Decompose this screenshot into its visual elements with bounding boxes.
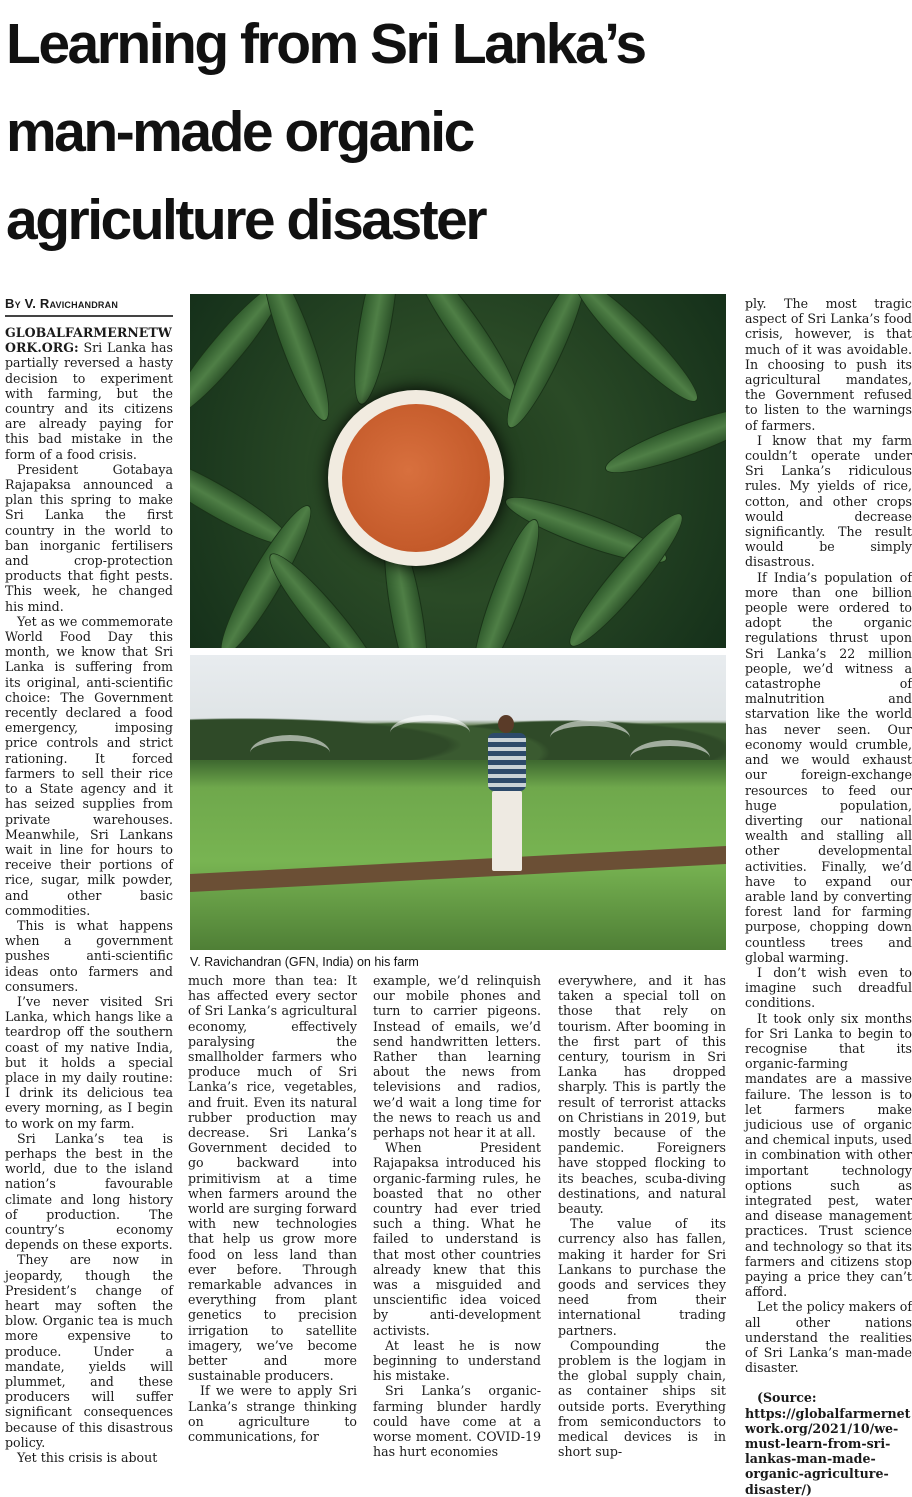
paragraph: Sri Lanka’s organic-farming blunder hardly could have come at a worse moment. COVID-19 has hurt economies <box>373 1383 541 1460</box>
paragraph: Yet as we commemorate World Food Day this month, we know that Sri Lanka is suffering from its original, anti-scientific choice: The Government recently declared a food emergency, imposing price controls and strict rationing. It forced farmers to sell their rice to a State agency and it has seized supplies from private warehouses. Meanwhile, Sri Lankans wait in line for hours to receive their portions of rice, sugar, milk powder, and other basic commodities. <box>5 613 173 918</box>
paragraph: I don’t wish even to imagine such dreadful conditions. <box>745 964 912 1011</box>
paragraph: Let the policy makers of all other nations understand the realities of Sri Lanka’s man-made disaster. <box>745 1299 912 1376</box>
paragraph: I’ve never visited Sri Lanka, which hangs like a teardrop off the southern coast of my native India, but it holds a special place in my daily routine: I drink its delicious tea every morning, as I begin to work on my farm. <box>5 993 173 1131</box>
paragraph: At least he is now beginning to understand his mistake. <box>373 1337 541 1384</box>
paragraph: If India’s population of more than one billion people were ordered to adopt the organic regulations thrust upon Sri Lanka’s 22 million people, we’d witness a catastrophe of malnutrition and starvation like the world has never seen. Our economy would crumble, and we would exhaust our foreign-exchange resources to feed our huge population, diverting our national wealth and stalling all other developmental activities. Finally, we’d have to expand our arable land by converting forest land for farming purpose, chopping down countless trees and global warming. <box>745 569 912 965</box>
paragraph: I know that my farm couldn’t operate under Sri Lanka’s ridiculous rules. My yields of rice, cotton, and other crops would decrease significantly. The result would be simply disastrous. <box>745 432 912 570</box>
headline-line-2: man-made organic <box>6 100 473 164</box>
article-column-1 <box>5 325 173 1465</box>
paragraph: The value of its currency also has fallen, making it harder for Sri Lankans to purchase the goods and services they need from their international trading partners. <box>558 1216 726 1338</box>
paragraph <box>5 325 173 462</box>
article-column-3 <box>373 973 541 1460</box>
photo-caption: V. Ravichandran (GFN, India) on his farm <box>190 955 419 969</box>
paragraph: everywhere, and it has taken a special toll on those that rely on tourism. After booming in the first part of this century, tourism in Sri Lanka has dropped sharply. This is partly the result of terrorist attacks on Christians in 2019, but mostly because of the pandemic. Foreigners have stopped flocking to its beaches, scuba-diving destinations, and natural beauty. <box>558 973 726 1217</box>
paragraph: It took only six months for Sri Lanka to begin to recognise that its organic-farming mandates are a massive failure. The lesson is to let farmers make judicious use of organic and chemical inputs, used in combination with other important technology options such as integrated pest, water and disease management practices. Trust science and technology so that its farmers and citizens stop paying a price they can’t afford. <box>745 1010 912 1300</box>
paragraph: This is what happens when a government pushes anti-scientific ideas onto farmers and consumers. <box>5 917 173 994</box>
paragraph: President Gotabaya Rajapaksa announced a plan this spring to make Sri Lanka the first country in the world to ban inorganic fertilisers and crop-protection products that fight pests. This week, he changed his mind. <box>5 461 173 614</box>
article-column-4 <box>558 973 726 1460</box>
farmer-figure <box>482 715 532 875</box>
paragraph: When President Rajapaksa introduced his organic-farming rules, he boasted that no other country had ever tried such a thing. What he failed to understand is that most other countries already knew that this was a misguided and unscientific idea voiced by anti-development activists. <box>373 1140 541 1338</box>
dateline: GLOBALFARMERNETWORK.ORG: <box>5 325 172 356</box>
paragraph: example, we’d relinquish our mobile phones and turn to carrier pigeons. Instead of emails, we’d send handwritten letters. Rather than learning about the news from televisions and radios, we’d wait a long time for the news to reach us and perhaps not hear it at all. <box>373 973 541 1141</box>
paragraph: ply. The most tragic aspect of Sri Lanka’s food crisis, however, is that much of it was avoidable. In choosing to push its agricultural mandates, the Government refused to listen to the warnings of farmers. <box>745 296 912 433</box>
tea-cup <box>328 390 504 566</box>
paragraph: much more than tea: It has affected every sector of Sri Lanka’s agricultural economy, effectively paralysing the smallholder farmers who produce much of Sri Lanka’s rice, vegetables, and fruit. Even its natural rubber production may decrease. Sri Lanka’s Government decided to go backward into primitivism at a time when farmers around the world are surging forward with new technologies that help us grow more food on less land than ever before. Through remarkable advances in everything from plant genetics to precision irrigation to satellite imagery, we’ve become better and more sustainable producers. <box>188 973 357 1384</box>
byline: By V. Ravichandran <box>5 296 173 317</box>
article-column-5 <box>745 296 912 1497</box>
headline-line-1: Learning from Sri Lanka’s <box>6 12 645 76</box>
article-column-2 <box>188 973 357 1444</box>
photo-farmer-in-field <box>190 655 726 950</box>
paragraph: Yet this crisis is about <box>17 1450 158 1466</box>
source-link: (Source: https://globalfarmernetwork.org/2021/10/we-must-learn-from-sri-lankas-man-made-organic-agriculture-disaster/) <box>745 1390 911 1497</box>
paragraph: They are now in jeopardy, though the President’s change of heart may soften the blow. Organic tea is much more expensive to produce. Under a mandate, yields will plummet, and these producers will suffer significant consequences because of this disastrous policy. <box>5 1252 173 1450</box>
paragraph: Compounding the problem is the logjam in the global supply chain, as container ships sit outside ports. Everything from semiconductors to medical devices is in short sup- <box>558 1337 726 1460</box>
headline <box>6 0 906 264</box>
paragraph: Sri Lanka’s tea is perhaps the best in the world, due to the island nation’s favourable climate and long history of production. The country’s economy depends on these exports. <box>5 1130 173 1253</box>
paragraph: If we were to apply Sri Lanka’s strange thinking on agriculture to communications, for <box>188 1383 357 1445</box>
headline-line-3: agriculture disaster <box>6 188 486 252</box>
photo-tea-cup-in-leaves <box>190 294 726 648</box>
paragraph-text: Sri Lanka has partially reversed a hasty decision to experiment with farming, but the country and its citizens are already paying for this bad mistake in the form of a food crisis. <box>5 340 173 462</box>
